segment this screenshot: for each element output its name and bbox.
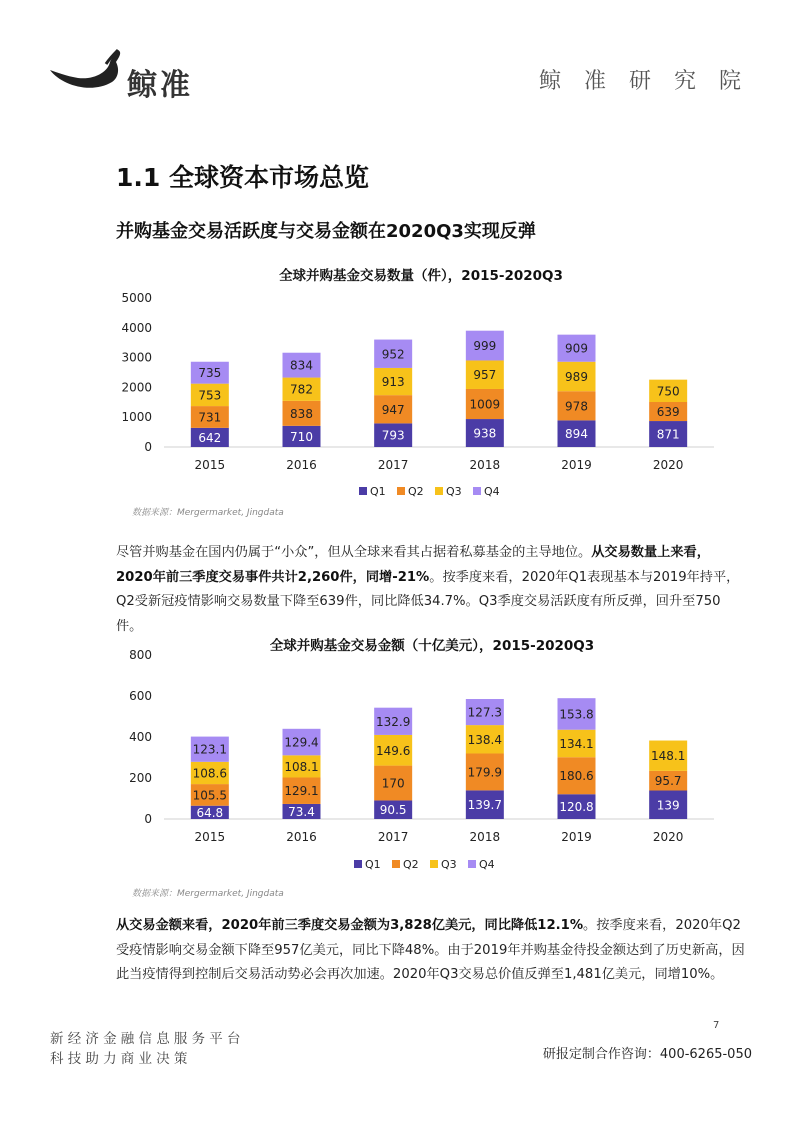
data-label: 132.9 [375, 714, 411, 729]
data-label: 139 [656, 798, 680, 813]
x-tick-label: 2015 [194, 830, 226, 844]
data-label: 793 [381, 428, 405, 443]
y-tick-label: 800 [129, 648, 152, 662]
data-label: 947 [381, 402, 405, 417]
x-tick-label: 2018 [469, 458, 501, 472]
legend-label: Q4 [484, 485, 500, 498]
data-label: 95.7 [654, 774, 682, 789]
x-tick-label: 2017 [377, 458, 409, 472]
paragraph-deal-count [116, 541, 746, 639]
institute-name: 鲸 准 研 究 院 [539, 69, 749, 94]
x-tick-label: 2019 [561, 458, 592, 472]
data-label: 64.8 [196, 805, 224, 820]
y-tick-label: 4000 [121, 320, 152, 335]
chart2-source: 数据来源：Mergermarket, Jingdata [132, 889, 284, 899]
data-label: 129.1 [284, 784, 319, 799]
data-label: 129.4 [284, 735, 319, 750]
para1-text2: 。按季度来看，2020年Q1表现基本与2019年持平，Q2受新冠疫情影响交易数量下降至639件，同比降低34.7%。Q3季度交易活跃度有所反弹，回升至750件。 [116, 569, 740, 634]
data-label: 105.5 [192, 788, 228, 803]
para1-bold: 从交易数量上来看，2020年前三季度交易事件共计2,260件，同增-21% [116, 545, 710, 585]
paragraph-deal-value [116, 914, 746, 988]
y-tick-label: 1000 [121, 410, 152, 425]
data-label: 179.9 [467, 765, 503, 780]
slogan-line1: 新经济金融信息服务平台 [50, 1031, 245, 1047]
data-label: 127.3 [467, 705, 503, 720]
x-tick-label: 2017 [377, 830, 409, 844]
legend-swatch-q4 [468, 860, 476, 868]
data-label: 148.1 [650, 749, 686, 764]
data-label: 731 [198, 410, 222, 425]
data-label: 1009 [469, 397, 501, 412]
y-tick-label: 0 [144, 812, 152, 826]
data-label: 180.6 [559, 769, 594, 784]
whale-logo-icon [48, 48, 124, 96]
data-label: 90.5 [379, 803, 407, 818]
x-tick-label: 2020 [652, 830, 684, 844]
contact-info: 研报定制合作咨询：400-6265-050 [542, 1047, 752, 1062]
data-label: 123.1 [192, 742, 228, 757]
data-label: 999 [473, 339, 497, 354]
legend-label: Q2 [408, 485, 424, 498]
x-tick-label: 2016 [286, 458, 317, 472]
data-label: 120.8 [559, 800, 594, 815]
y-tick-label: 2000 [121, 380, 152, 395]
legend-label: Q2 [403, 858, 419, 871]
data-label: 108.1 [284, 759, 319, 774]
legend-swatch-q1 [354, 860, 362, 868]
data-label: 909 [565, 341, 588, 356]
x-tick-label: 2015 [194, 458, 226, 472]
data-label: 710 [290, 429, 313, 444]
data-label: 73.4 [288, 804, 315, 819]
data-label: 938 [473, 426, 497, 441]
y-tick-label: 0 [144, 440, 152, 454]
data-label: 782 [290, 382, 313, 397]
x-tick-label: 2016 [286, 830, 317, 844]
para2-bold: 从交易金额来看，2020年前三季度交易金额为3,828亿美元，同比降低12.1% [116, 918, 584, 933]
data-label: 639 [656, 405, 680, 420]
data-label: 750 [656, 384, 680, 399]
section-title: 1.1 全球资本市场总览 [116, 163, 369, 192]
y-tick-label: 3000 [121, 350, 152, 365]
y-tick-label: 200 [129, 771, 152, 785]
x-tick-label: 2019 [561, 830, 592, 844]
data-label: 108.6 [192, 766, 228, 781]
legend-label: Q1 [370, 485, 386, 498]
legend-swatch-q1 [359, 487, 367, 495]
legend-swatch-q2 [397, 487, 405, 495]
legend-label: Q4 [479, 858, 495, 871]
y-tick-label: 600 [129, 689, 152, 703]
y-tick-label: 400 [129, 730, 152, 744]
x-tick-label: 2020 [652, 458, 684, 472]
data-label: 139.7 [467, 798, 503, 813]
slogan-line2: 科技助力商业决策 [50, 1051, 192, 1067]
deal-count-chart [110, 262, 730, 512]
data-label: 134.1 [559, 736, 594, 751]
legend-swatch-q4 [473, 487, 481, 495]
data-label: 735 [198, 366, 222, 381]
data-label: 834 [290, 358, 313, 373]
data-label: 894 [565, 427, 588, 442]
chart-title: 全球并购基金交易金额（十亿美元），2015-2020Q3 [269, 638, 595, 654]
data-label: 153.8 [559, 707, 594, 722]
data-label: 978 [565, 399, 588, 414]
legend-label: Q1 [365, 858, 381, 871]
data-label: 138.4 [467, 732, 503, 747]
data-label: 957 [473, 368, 497, 383]
para1-text1: 尽管并购基金在国内仍属于“小众”，但从全球来看其占据着私募基金的主导地位。 [116, 545, 592, 560]
data-label: 753 [198, 388, 222, 403]
para2-text1: 。按季度来看，2020年Q2受疫情影响交易金额下降至957亿美元，同比下降48%。由于2019年并购基金待投金额达到了历史新高，因此当疫情得到控制后交易活动势必会再次加速。2020年Q3交易总价值反弹至1,481亿美元，同增10%。 [116, 918, 745, 982]
data-label: 871 [656, 427, 680, 442]
legend-swatch-q3 [430, 860, 438, 868]
subsection-title: 并购基金交易活跃度与交易金额在2020Q3实现反弹 [116, 221, 536, 242]
data-label: 838 [290, 406, 313, 421]
legend-label: Q3 [441, 858, 457, 871]
x-tick-label: 2018 [469, 830, 501, 844]
data-label: 952 [381, 347, 405, 362]
chart1-source: 数据来源：Mergermarket, Jingdata [132, 508, 284, 518]
page-number: 7 [713, 1020, 720, 1031]
legend-label: Q3 [446, 485, 462, 498]
data-label: 642 [198, 430, 222, 445]
data-label: 149.6 [375, 743, 411, 758]
data-label: 989 [565, 369, 588, 384]
data-label: 170 [381, 776, 405, 791]
legend-swatch-q3 [435, 487, 443, 495]
deal-value-chart [110, 630, 730, 880]
data-label: 913 [381, 375, 405, 390]
logo-name: 鲸准 [127, 68, 193, 103]
y-tick-label: 5000 [121, 291, 152, 305]
legend-swatch-q2 [392, 860, 400, 868]
chart-title: 全球并购基金交易数量（件），2015-2020Q3 [279, 268, 563, 284]
